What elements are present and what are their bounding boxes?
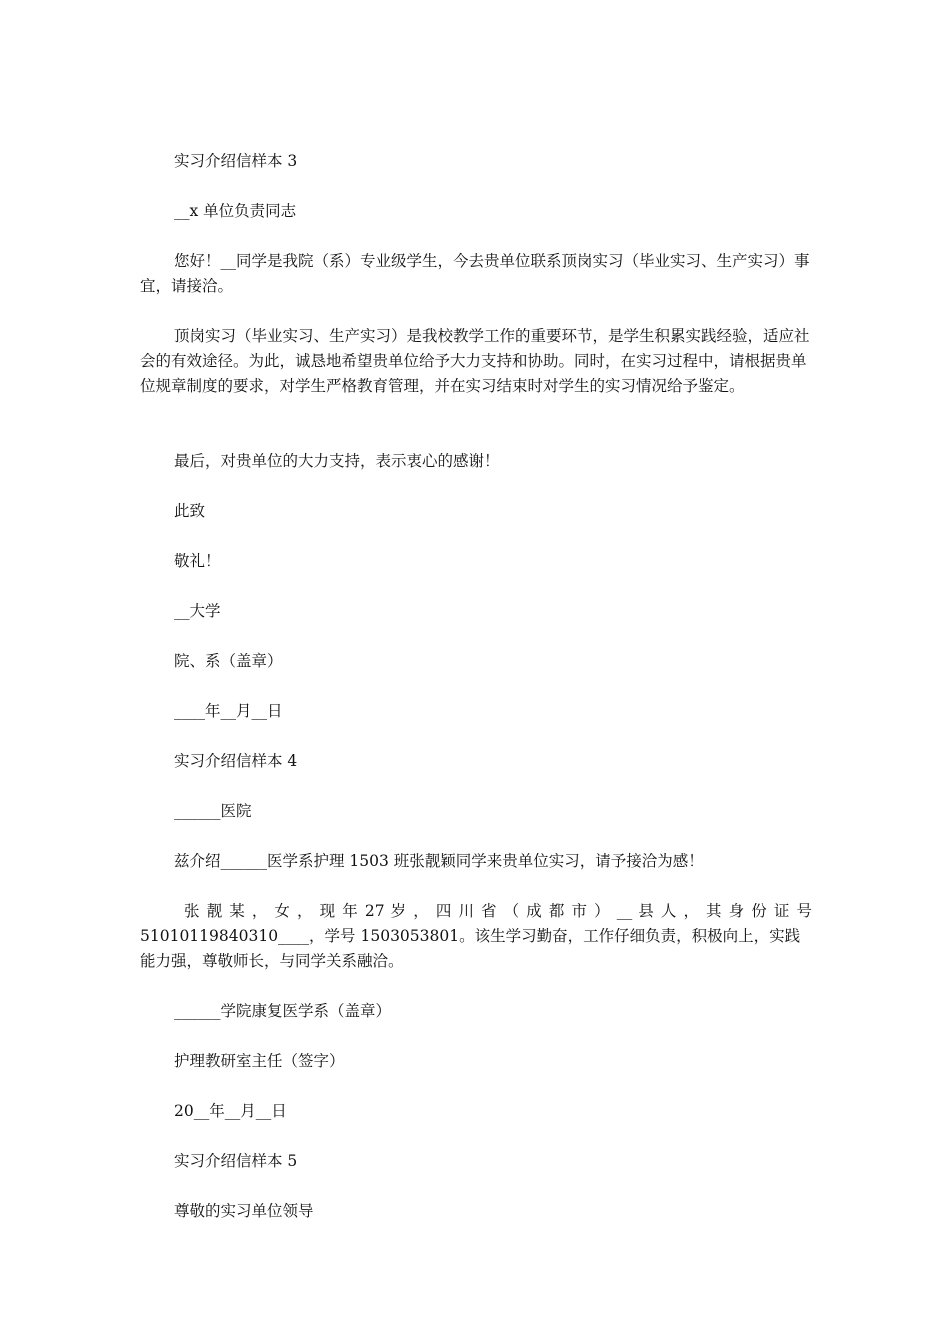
sample4-salutation: ______医院 bbox=[174, 802, 252, 820]
sample3-title: 实习介绍信样本 3 bbox=[174, 152, 298, 170]
sample4-title: 实习介绍信样本 4 bbox=[174, 752, 298, 770]
sample4-para2 bbox=[140, 899, 812, 974]
sample3-closing-2: 敬礼！ bbox=[174, 552, 221, 570]
sample4-sign-date: 20__年__月__日 bbox=[174, 1102, 287, 1120]
sample3-sign-school: __大学 bbox=[174, 602, 221, 620]
sample3-para1: 您好！__同学是我院（系）专业级学生，今去贵单位联系顶岗实习（毕业实习、生产实习）事宜，请接洽。 bbox=[140, 252, 810, 295]
sample4-para2-rest: 51010119840310____，学号 1503053801。该生学习勤奋，工作仔细负责，积极向上，实践能力强，尊敬师长，与同学关系融洽。 bbox=[140, 927, 801, 970]
sample3-para3: 最后，对贵单位的大力支持，表示衷心的感谢！ bbox=[174, 452, 500, 470]
sample3-salutation: __x 单位负责同志 bbox=[174, 202, 297, 220]
sample3-para2: 顶岗实习（毕业实习、生产实习）是我校教学工作的重要环节，是学生积累实践经验，适应社会的有效途径。为此，诚恳地希望贵单位给予大力支持和协助。同时，在实习过程中，请根据贵单位规章制度的要求，对学生严格教育管理，并在实习结束时对学生的实习情况给予鉴定。 bbox=[140, 327, 810, 395]
sample4-para1: 兹介绍______医学系护理 1503 班张靓颖同学来贵单位实习，请予接洽为感！ bbox=[174, 852, 704, 870]
sample5-title: 实习介绍信样本 5 bbox=[174, 1152, 298, 1170]
sample3-closing-1: 此致 bbox=[174, 502, 206, 520]
sample3-sign-dept: 院、系（盖章） bbox=[174, 652, 283, 670]
sample3-sign-date: ____年__月__日 bbox=[174, 702, 283, 720]
sample4-para2-line1: 张 靓 某 ， 女 ， 现 年 27 岁 ， 四 川 省 （ 成 都 市 ） __ 县 人 ， 其 身 份 证 号 bbox=[184, 902, 812, 920]
sample4-sign-person: 护理教研室主任（签字） bbox=[174, 1052, 345, 1070]
sample4-sign-dept: ______学院康复医学系（盖章） bbox=[174, 1002, 392, 1020]
sample5-salutation: 尊敬的实习单位领导 bbox=[174, 1202, 314, 1220]
